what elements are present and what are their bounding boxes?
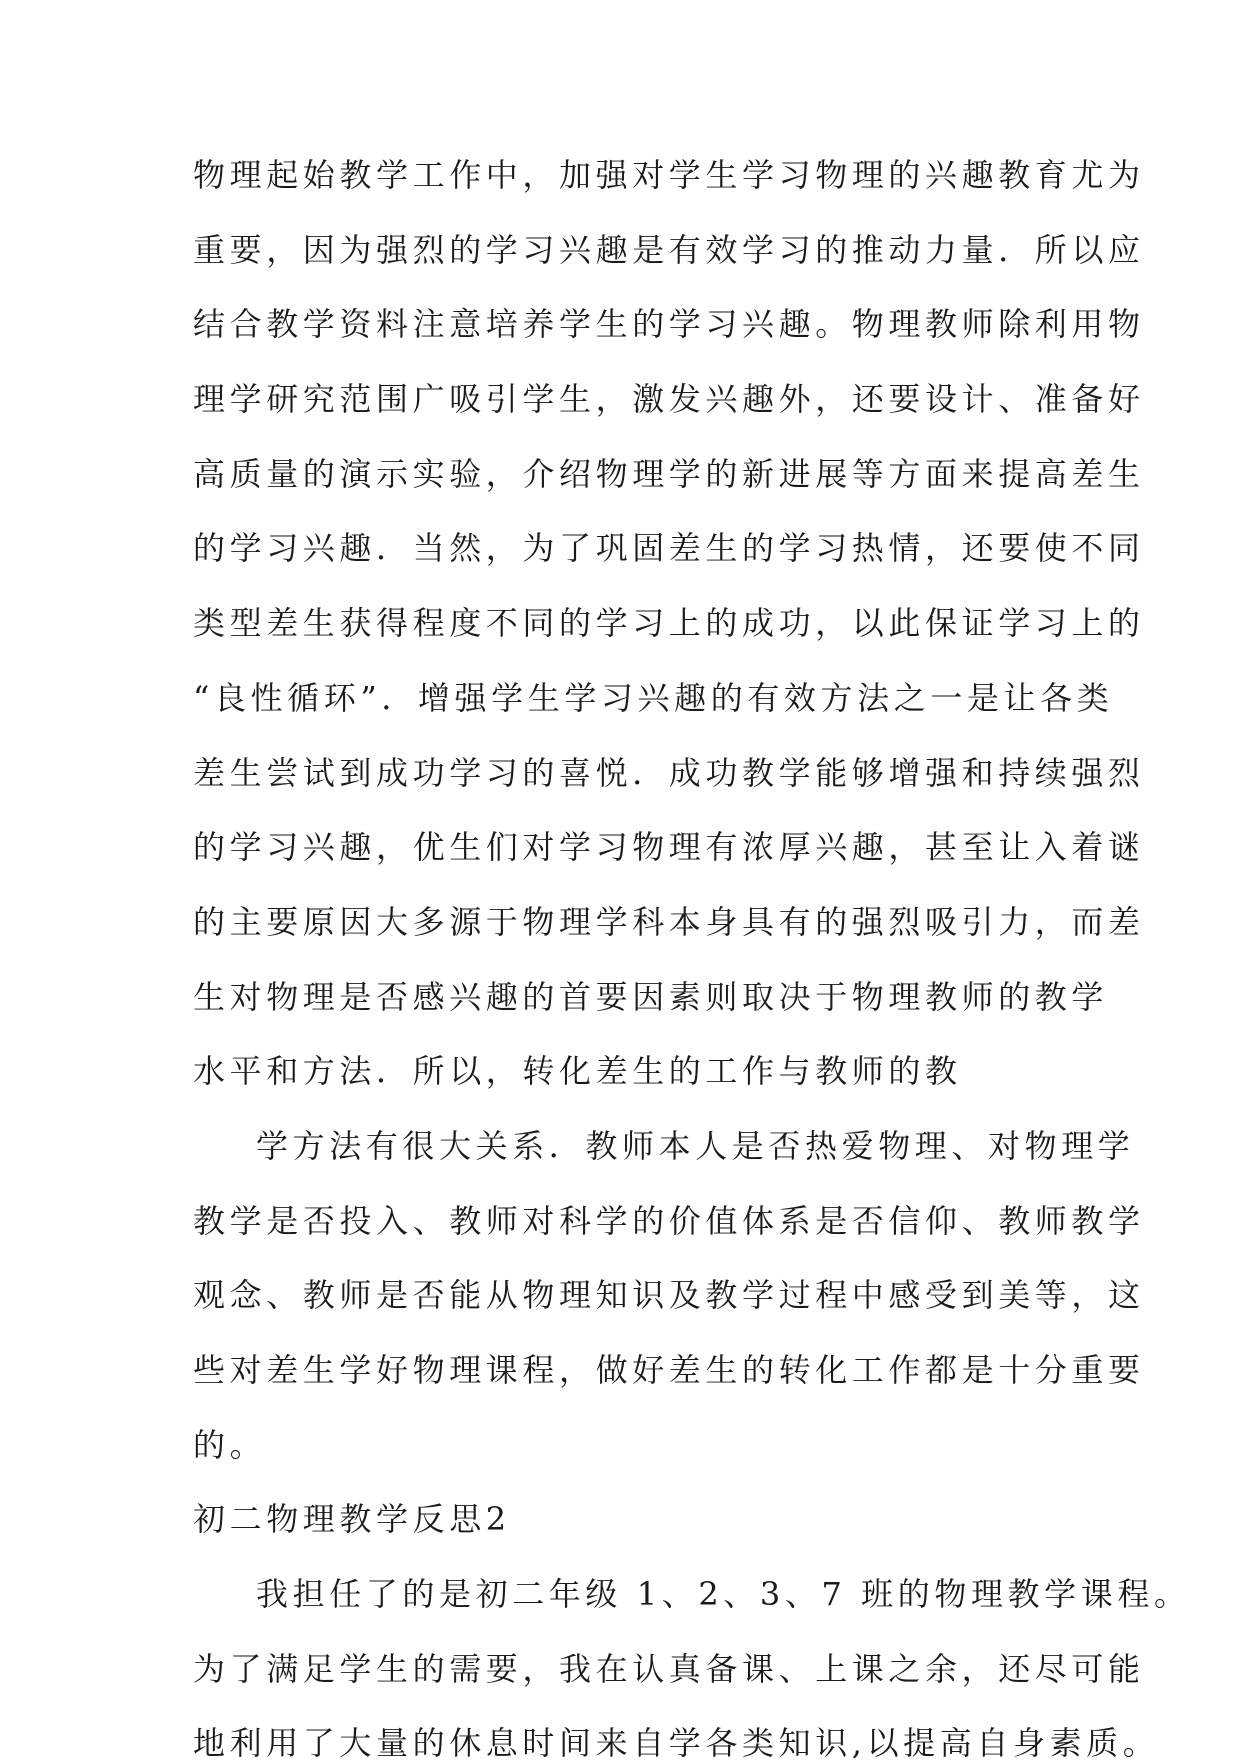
text-line: 观念、教师是否能从物理知识及教学过程中感受到美等，这 [193,1276,1145,1314]
text-line: 结合教学资料注意培养学生的学习兴趣。物理教师除利用物 [193,305,1145,343]
text-line: 教学是否投入、教师对科学的价值体系是否信仰、教师教学 [193,1202,1145,1240]
paragraph-start-line: 学方法有很大关系．教师本人是否热爱物理、对物理学 [256,1127,1135,1165]
text-line: 高质量的演示实验，介绍物理学的新进展等方面来提高差生 [193,455,1145,493]
text-line: “良性循环”．增强学生学习兴趣的有效方法之一是让各类 [193,679,1114,717]
text-line: 理学研究范围广吸引学生，激发兴趣外，还要设计、准备好 [193,380,1145,418]
text-line: 差生尝试到成功学习的喜悦．成功教学能够增强和持续强烈 [193,754,1145,792]
text-line: 地利用了大量的休息时间来自学各类知识,以提高自身素质。 [193,1724,1160,1762]
text-line: 生对物理是否感兴趣的首要因素则取决于物理教师的教学 [193,978,1109,1016]
section-heading: 初二物理教学反思2 [193,1500,511,1538]
text-line: 的学习兴趣．当然，为了巩固差生的学习热情，还要使不同 [193,529,1145,567]
text-line: 为了满足学生的需要，我在认真备课、上课之余，还尽可能 [193,1650,1145,1688]
text-line: 物理起始教学工作中，加强对学生学习物理的兴趣教育尤为 [193,156,1145,194]
text-line: 水平和方法．所以，转化差生的工作与教师的教 [193,1052,962,1090]
text-line: 的学习兴趣，优生们对学习物理有浓厚兴趣，甚至让入着谜 [193,828,1145,866]
text-line: 类型差生获得程度不同的学习上的成功，以此保证学习上的 [193,604,1145,642]
text-line: 些对差生学好物理课程，做好差生的转化工作都是十分重要 [193,1351,1145,1389]
paragraph-start-line: 我担任了的是初二年级 1、2、3、7 班的物理教学课程。 [256,1575,1191,1613]
text-line: 的主要原因大多源于物理学科本身具有的强烈吸引力，而差 [193,903,1145,941]
text-line: 的。 [193,1426,267,1464]
text-line: 重要，因为强烈的学习兴趣是有效学习的推动力量．所以应 [193,231,1145,269]
